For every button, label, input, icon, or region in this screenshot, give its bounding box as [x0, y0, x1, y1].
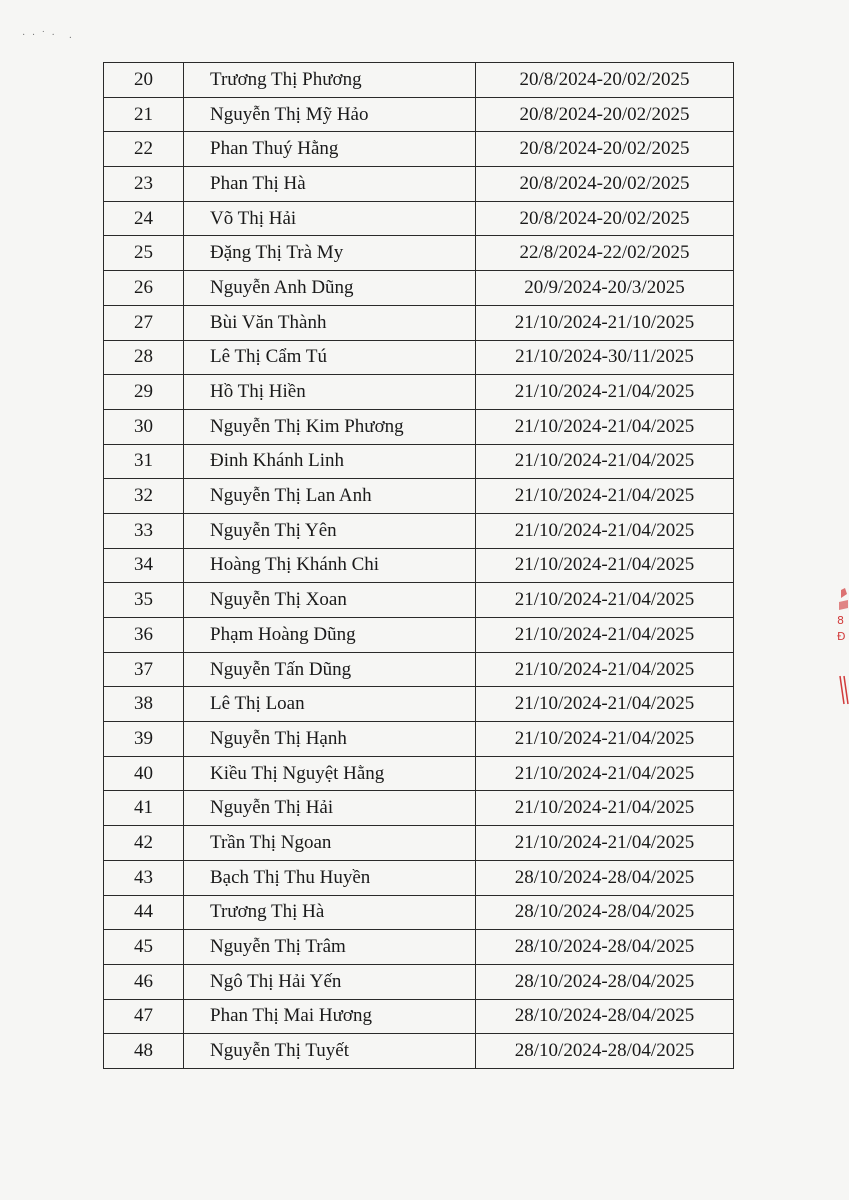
employee-name-cell: Trần Thị Ngoan [184, 826, 476, 861]
table-row [104, 756, 734, 791]
employee-name-cell: Nguyễn Thị Mỹ Hảo [184, 97, 476, 132]
employee-name-cell: Phan Thuý Hằng [184, 132, 476, 167]
row-number-cell: 39 [104, 722, 184, 757]
row-number-cell: 42 [104, 826, 184, 861]
period-cell: 21/10/2024-21/04/2025 [476, 756, 734, 791]
period-cell: 21/10/2024-21/04/2025 [476, 826, 734, 861]
employee-name-cell: Lê Thị Loan [184, 687, 476, 722]
period-cell: 20/8/2024-20/02/2025 [476, 63, 734, 98]
row-number-cell: 27 [104, 305, 184, 340]
employee-name-cell: Phan Thị Mai Hương [184, 999, 476, 1034]
table-row [104, 479, 734, 514]
table-row [104, 97, 734, 132]
table-row [104, 167, 734, 202]
employee-name-cell: Phan Thị Hà [184, 167, 476, 202]
table-row [104, 271, 734, 306]
row-number-cell: 46 [104, 964, 184, 999]
row-number-cell: 37 [104, 652, 184, 687]
table-row [104, 513, 734, 548]
period-cell: 20/8/2024-20/02/2025 [476, 201, 734, 236]
period-cell: 21/10/2024-21/04/2025 [476, 722, 734, 757]
table-row [104, 201, 734, 236]
table-row [104, 722, 734, 757]
row-number-cell: 30 [104, 409, 184, 444]
period-cell: 21/10/2024-21/04/2025 [476, 444, 734, 479]
table-row [104, 860, 734, 895]
row-number-cell: 31 [104, 444, 184, 479]
row-number-cell: 35 [104, 583, 184, 618]
employee-name-cell: Đinh Khánh Linh [184, 444, 476, 479]
table-row [104, 548, 734, 583]
row-number-cell: 36 [104, 618, 184, 653]
table-row [104, 236, 734, 271]
employee-name-cell: Trương Thị Phương [184, 63, 476, 98]
employee-name-cell: Nguyễn Thị Lan Anh [184, 479, 476, 514]
employee-name-cell: Nguyễn Anh Dũng [184, 271, 476, 306]
red-stamp-edge [835, 588, 849, 718]
table-row [104, 340, 734, 375]
svg-text:8: 8 [837, 614, 844, 627]
table-row [104, 305, 734, 340]
table-row [104, 687, 734, 722]
row-number-cell: 32 [104, 479, 184, 514]
table-row [104, 999, 734, 1034]
scan-specks: · · ˙ ·ﾞ . [22, 30, 74, 41]
table-row [104, 964, 734, 999]
table-row [104, 583, 734, 618]
row-number-cell: 48 [104, 1034, 184, 1069]
row-number-cell: 44 [104, 895, 184, 930]
employee-name-cell: Phạm Hoàng Dũng [184, 618, 476, 653]
employee-name-cell: Nguyễn Thị Trâm [184, 930, 476, 965]
period-cell: 28/10/2024-28/04/2025 [476, 860, 734, 895]
table-body [104, 63, 734, 1069]
table-row [104, 375, 734, 410]
row-number-cell: 45 [104, 930, 184, 965]
period-cell: 20/8/2024-20/02/2025 [476, 97, 734, 132]
period-cell: 20/9/2024-20/3/2025 [476, 271, 734, 306]
period-cell: 28/10/2024-28/04/2025 [476, 964, 734, 999]
table-row [104, 930, 734, 965]
table-row [104, 791, 734, 826]
period-cell: 21/10/2024-21/04/2025 [476, 652, 734, 687]
period-cell: 21/10/2024-21/04/2025 [476, 409, 734, 444]
period-cell: 21/10/2024-30/11/2025 [476, 340, 734, 375]
table-row [104, 132, 734, 167]
row-number-cell: 20 [104, 63, 184, 98]
employee-name-cell: Đặng Thị Trà My [184, 236, 476, 271]
employee-name-cell: Hồ Thị Hiền [184, 375, 476, 410]
employee-name-cell: Ngô Thị Hải Yến [184, 964, 476, 999]
table-row [104, 63, 734, 98]
table-row [104, 826, 734, 861]
employee-table [103, 62, 733, 1069]
employee-name-cell: Nguyễn Thị Hải [184, 791, 476, 826]
employee-name-cell: Hoàng Thị Khánh Chi [184, 548, 476, 583]
employee-name-cell: Bùi Văn Thành [184, 305, 476, 340]
row-number-cell: 24 [104, 201, 184, 236]
row-number-cell: 34 [104, 548, 184, 583]
period-cell: 21/10/2024-21/04/2025 [476, 375, 734, 410]
employee-name-cell: Lê Thị Cẩm Tú [184, 340, 476, 375]
row-number-cell: 23 [104, 167, 184, 202]
row-number-cell: 29 [104, 375, 184, 410]
row-number-cell: 40 [104, 756, 184, 791]
period-cell: 21/10/2024-21/04/2025 [476, 513, 734, 548]
table-row [104, 652, 734, 687]
period-cell: 21/10/2024-21/04/2025 [476, 687, 734, 722]
employee-name-cell: Nguyễn Thị Kim Phương [184, 409, 476, 444]
period-cell: 28/10/2024-28/04/2025 [476, 1034, 734, 1069]
employee-name-cell: Trương Thị Hà [184, 895, 476, 930]
period-cell: 21/10/2024-21/04/2025 [476, 583, 734, 618]
row-number-cell: 25 [104, 236, 184, 271]
row-number-cell: 21 [104, 97, 184, 132]
period-cell: 28/10/2024-28/04/2025 [476, 999, 734, 1034]
period-cell: 20/8/2024-20/02/2025 [476, 132, 734, 167]
employee-name-cell: Nguyễn Tấn Dũng [184, 652, 476, 687]
employee-name-cell: Nguyễn Thị Yên [184, 513, 476, 548]
period-cell: 21/10/2024-21/10/2025 [476, 305, 734, 340]
period-cell: 22/8/2024-22/02/2025 [476, 236, 734, 271]
period-cell: 21/10/2024-21/04/2025 [476, 548, 734, 583]
employee-name-cell: Nguyễn Thị Tuyết [184, 1034, 476, 1069]
row-number-cell: 33 [104, 513, 184, 548]
table-row [104, 895, 734, 930]
row-number-cell: 41 [104, 791, 184, 826]
svg-text:Đ: Đ [837, 630, 846, 643]
table-row [104, 1034, 734, 1069]
period-cell: 20/8/2024-20/02/2025 [476, 167, 734, 202]
row-number-cell: 22 [104, 132, 184, 167]
employee-name-cell: Bạch Thị Thu Huyền [184, 860, 476, 895]
row-number-cell: 28 [104, 340, 184, 375]
employee-name-cell: Nguyễn Thị Xoan [184, 583, 476, 618]
period-cell: 28/10/2024-28/04/2025 [476, 895, 734, 930]
period-cell: 28/10/2024-28/04/2025 [476, 930, 734, 965]
table-row [104, 618, 734, 653]
row-number-cell: 38 [104, 687, 184, 722]
employee-name-cell: Kiều Thị Nguyệt Hằng [184, 756, 476, 791]
row-number-cell: 26 [104, 271, 184, 306]
period-cell: 21/10/2024-21/04/2025 [476, 791, 734, 826]
employee-name-cell: Nguyễn Thị Hạnh [184, 722, 476, 757]
period-cell: 21/10/2024-21/04/2025 [476, 479, 734, 514]
table-row [104, 409, 734, 444]
table-row [104, 444, 734, 479]
row-number-cell: 43 [104, 860, 184, 895]
row-number-cell: 47 [104, 999, 184, 1034]
period-cell: 21/10/2024-21/04/2025 [476, 618, 734, 653]
employee-name-cell: Võ Thị Hải [184, 201, 476, 236]
